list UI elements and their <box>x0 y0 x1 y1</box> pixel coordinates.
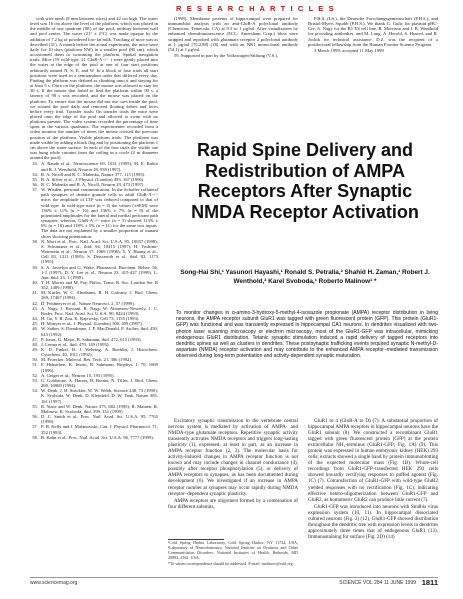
reference-number: 47. <box>32 336 38 342</box>
received-date: 3 March 1999; accepted 11 May 1999 <box>314 47 384 53</box>
reference-item <box>30 280 158 290</box>
body-text-right <box>308 418 438 568</box>
reference-item <box>30 388 158 403</box>
reference-text: W. Denk, J. H. Strickler, W. W. Webb, Science 248, 73 (1990); K. Svoboda, W. Denk, D. Kleinfeld, D. W. Tank, Nature 385, 161 (1997). <box>41 388 158 404</box>
reference-text: W. Sather, S. Dieudonne, J. F. MacDonald, P. Ascher, ibid. 450, 643 (1992). <box>41 326 158 337</box>
reference-text: R. A. Nicoll and R. C. Malenka, Nature 377, 115 (1995). <box>41 171 146 177</box>
reference-text: D. Feldmeyer et al., Nature Neurosci. 2, 57 (1999). <box>41 300 135 306</box>
reference-text: R. C. Malenka and R. A. Nicoll, Neuron 19, 473 (1997). <box>41 182 145 187</box>
reference-number: 36. <box>32 182 38 187</box>
reference-number: 39. <box>32 264 38 270</box>
reference-number: 41. <box>32 290 38 296</box>
references-continued-column <box>168 16 298 148</box>
reference-number: 55. <box>32 403 38 409</box>
reference-number: 42. <box>32 300 38 306</box>
reference-number: 33. <box>32 161 38 167</box>
page-number: 1811 <box>421 578 438 587</box>
reference-item <box>30 187 158 239</box>
reference-item <box>30 378 158 388</box>
reference-list <box>30 161 158 439</box>
reference-number: 43. <box>32 305 38 311</box>
body-paragraph: AMPA receptors are oligomers formed by a combination of four different subunits, <box>168 497 298 510</box>
reference-text: G. Goldstone, A. Harzer, B. Bonter, N. Tilles, J. Biol. Chem. 269, 16969 (1994). <box>41 377 158 389</box>
reference-text: H. Gu, Y. R. Zou, K. Rajewsky, Cell 73, 1155 (1993). <box>41 316 140 322</box>
affiliation-text: ¹Cold Spring Harbor Laboratory, Cold Spring Harbor, NY 11724, USA. ²Laboratory of Neurochemistry, National Institute on Deafness and Other Communication Disorders, National Institutes of Health, Bethesda, MD 20892–4162, USA. <box>168 541 298 560</box>
author-affiliations <box>168 541 298 575</box>
acknowledgments-column <box>308 16 438 76</box>
reference-item <box>30 306 158 316</box>
reference-number: 35. <box>32 176 38 182</box>
reference-text: T. H. Morris and M. Fay, Philos. Trans. R. Soc. London Ser. B 352, 1489 (1998). <box>41 279 158 291</box>
reference-item <box>30 362 158 372</box>
body-paragraph: GluR1 to 4 (GluR-A to D) (7). A substantial proportion of hippocampal AMPA receptors in hippocampal neurons have the GluR1 subunit (8). We constructed a recombinant GluR1 tagged with green fluorescent protein (GFP) at the protein extracellular NH₂-terminus (GluR1-GFP; Fig. 1A) (9). This protein was expressed in human embryonic kidney (HEK) 293 cells; extracts showed a single band by protein immunoblotting of the expected molecular mass (Fig. 1B). Whole-cell recordings from GluR1-GFP–transfected HEK 293 cells showed inwardly rectifying responses to puffed agonist (Fig. 1C) (7). Cotransfection of GluR1-GFP with wild-type GluR2 yielded responses with no rectification (Fig. 1C), indicating effective hetero-oligomerization between GluR1-GFP and GluR2, as homomeric GluR2 can produce little current (7). <box>308 418 438 503</box>
reference-text: S. A. Josselyn and G. Wake, Pharmacol. Biochem. Behav. 56, 1-1 (1997); D. Y. Lee et al., Neuron 23, 415-427 (1999). L. Jian, ibid. 23, 1 (1999). <box>41 264 158 280</box>
reference-item <box>30 424 158 434</box>
reference-text: A. Baude et al., Neuroscience 69, 1031 (1995); M. E. Rubio and R. J. Wenthold, Neuron 18, 939 (1997). <box>41 161 158 172</box>
reference-text: K. D. Pinkel, B. J. Wehring, A. Ruehlin, J. Histochem. Cytochem. 40, 1011 (1992). <box>41 347 158 358</box>
reference-number: 53. <box>32 377 38 383</box>
reference-text: P. Jonas, G. Major, B. Sakmann, ibid. 472, 615 (1993). <box>41 336 142 342</box>
reference-number: 37. <box>32 187 38 193</box>
footer-journal-info: SCIENCE VOL 284 11 JUNE 1999 <box>339 580 416 586</box>
reference-text: D. C. Smith et al., Proc. Natl. Acad. Sci. U.S.A. 95, 7765 (1998). <box>41 414 158 425</box>
reference-number: 50. <box>32 357 38 363</box>
acknowledgments-text: P.H.S. (I.S.), the Deutsche Forschungsgemeinschaft (P.H.S.), and Bristol-Myers Squibb (P.H.S.). We thank G. Gulic for plasmid pHC-Cre, A. Nagy for the R1 ES cell line, R. Morrison and J. R. Wenthold for providing antibodies, and M. Lang, A. Herold, S. Husted, and R. Jochik for technical assistance. D.Z. was the recipient of a postdoctoral fellowship from the Human Frontier Science Program. <box>308 16 438 47</box>
reference-number: 58. <box>32 434 38 440</box>
reference-number: 52. <box>32 372 38 378</box>
reference-number: 38. <box>32 238 38 244</box>
reference-text: A. Nagy, J. Rossant, R. Nagy, W. Abramow-Newerly, J. C. Roder, Proc. Natl. Acad. Sci. U.S.A. 90, 8424 (1993). <box>41 305 158 316</box>
reference-number: 40. <box>32 279 38 285</box>
footer-url[interactable]: www.sciencemag.org <box>30 580 78 586</box>
reference-number: 51. <box>32 362 38 368</box>
reference-item <box>30 414 158 424</box>
reference-text: H. Monyer et al., J. Physiol. (London) 500, 409 (1997). <box>41 321 143 327</box>
reference-text: N. Mori et al., Proc. Natl. Acad. Sci. U.S.A. 95, 10037 (1998); S. Schumann et al., ibid. 94, 10415 (1997); H. Yoshimi-Weinstein et al., Neuron 17, 1069 (1996); Y. Y. Huang et al., Cell 83, 1211 (1995); S. Deisseroth et al., ibid. 82, 1173 (1995). <box>41 238 158 265</box>
reference-number: 45. <box>32 321 38 327</box>
reference-text: P. H. Kelly and J. Malanowski, Can. J. Physiol. Pharmacol. 71, 352 (1993). <box>41 424 158 435</box>
reference-number: 56. <box>32 414 38 420</box>
reference-number: 48. <box>32 341 38 347</box>
methods-and-references-column <box>30 16 158 572</box>
page-footer <box>30 577 438 586</box>
reference-number: 46. <box>32 326 38 332</box>
immunoblot-text: (1998). Membrane proteins of hippocampal were prepared for immunoblot analysis with an anti-GluR-A polyclonal antibody (Chemicon, Temecula, CA) at 0.5 to 1 μg/ml. After visualization by enhanced chemiluminescence (ECL; Amersham Corp.) blots were stripped and reprobed with glutamate receptor 2 polyclonal antibody at 1 μg/ml [7G2.88] (18) and with an NR1 monoclonal antibody (54.1) at 1 μg/ml. <box>168 16 298 52</box>
reference-number: 34. <box>32 171 38 177</box>
reference-number: 44. <box>32 316 38 322</box>
reference-number: 57. <box>32 424 38 430</box>
reference-item <box>30 404 158 414</box>
reference-number: 49. <box>32 347 38 352</box>
reference-item <box>30 265 158 280</box>
reference-text: A. Geiger et al., Neuron 15, 193 (1995). <box>41 372 115 378</box>
reference-number: 54. <box>32 388 38 394</box>
reference-item <box>30 435 158 440</box>
article-abstract: To monitor changes in α-amino-3-hydroxy-5-methyl-4-isoxazole propionate (AMPA) receptor distribution in living neurons, the AMPA receptor subunit GluR1 was tagged with green fluorescent protein (GFP). This protein (GluR1-GFP) was functional and was transiently expressed in hippocampal CA1 neurons. In dendrites visualized with two-photon laser scanning microscopy or electron microscopy, most of the GluR1-GFP was intracellular, mimicking endogenous GluR1 distribution. Tetanic synaptic stimulation induced a rapid delivery of tagged receptors into dendritic spines as well as clusters in dendrites. These postsynaptic trafficking events required synaptic N-methyl-D-aspartate (NMDA) receptor activation and may contribute to the enhanced AMPA receptor–mediated transmission observed during long-term potentiation and activity-dependent synaptic maturation. <box>176 310 438 360</box>
reference-text: F. Helmchen, K. Imoto, B. Sakmann, Biophys. J. 70, 1069 (1996). <box>41 362 158 373</box>
reference-text: R. Kahn et al., Proc. Natl. Acad. Sci. U.S.A. 96, 7777 (1999). <box>41 434 154 440</box>
reference-text: W. Wisden, personal communication. In the Schaffer collateral path synapses of dentate granule cells in adult GluR-A−/− mice, the amplitude of LTP was reduced compared to that of wild type. In wild-type mice (n = 4) the values (±SEM) were 136% ± 11% (n = 16) and 136% ± 7% (n = 8) of the potentiated amplitudes for the lateral and medial perforant path synapses; whereas, GluR-A−/− mice (n = 5) showed 113% ± 6% (n = 10) and 118% ± 5% (n = 11) for the same two inputs. The data are not explained by a smaller proportion of mutant slices showing potentiation. <box>41 187 158 239</box>
methods-text: with wire mesh (8 mm between wires) and 42 cm high. The water level was 16 cm above the level of the platform, which was placed in the middle of one quadrant (SE) of the pool, midway between wall and pool center. The water (21° ± 2°C) was made opaque by the addition of 7.2 kg of powdered low-fat milk. Tracking of mice was as described (31). A month before the actual experiment, the mice were daily for 10 days (platform NW) in a smaller pool (80 cm), which accustomed them to swimming the platform. Spatial navigation trials: Mice (19 wild-type, 21 GluR-A−/− ) were gently placed into the water at the edge of the pool at one of four start positions arbitrarily named N, S, E, and W. In a block of four trials all start positions were used in a semirandom order that differed every day. Finding the platform was defined as climbing onto it and staying for at least 5 s. Once on the platform, the mouse was allowed to stay for 30 s. If the mouse that failed to find the platform within 90 s, a latency of 90 s was recorded, and the mouse was placed on the platform. To ensure that the mouse did not use cues inside the pool, we rotated the pool daily and removed floating debris and feces before every trial. Transfer trials: On transfer trials the mice were placed onto the edge of the pool and allowed to swim with no platform present. The video system recorded the percentage of time spent in the various quadrants. The experimenter recorded from a video monitor the number of times the mouse crossed the previous position of the platform. Visible platform trials: The platform was made visible by adding a black flag and by positioning the platform 1 cm above the water surface. In each of the four trials the visible cue was hung while curtains from the ceiling in a circle (2 m diameter around the pool). <box>30 16 158 161</box>
reference-text: M. Kittler, W. C. Abrahams, R. H. Galvany, J. Biol. Chem. 269, 17467 (1994). <box>41 290 158 301</box>
correspondence-note: *To whom correspondence should be addressed. E-mail: malinow@cshl.org <box>168 560 293 566</box>
reference-text: J. Lerma et al., ibid. 470, 149 (1993). <box>41 341 110 347</box>
reference-text: R. A. Silver et al., J. Physiol. (London) 493, 167 (1996). <box>41 176 145 182</box>
reference-item <box>30 290 158 300</box>
reference-text: R. Yuste and W. Denk, Nature 375, 682 (1995); R. Mainen, R. Malinow, K. Svoboda, ibid. 399, 151 (1999). <box>41 403 158 414</box>
reference-item <box>30 347 158 357</box>
reference-text: M. Froecker, Molecul. Res. Tech. 21, 306 (1992). <box>41 357 133 363</box>
body-paragraph: GluR1-GFP was introduced into neurons with Sindbis virus expression system (10, 11). In hippocampal dissociated cultured neurons (Fig. 2) (12), GluR1-GFP showed distribution throughout the dendritic tree with expression levels in dendrites approximately three times that of endogenous GluR1 (13). Immunostaining for surface (Fig. 2D) (14) <box>308 503 438 540</box>
reference-item <box>30 239 158 265</box>
reference-item <box>30 326 158 336</box>
body-paragraph: Excitatory synaptic transmission in the vertebrate central nervous system is mediated by activation of AMPA- and NMDA-type glutamate receptors. Repetitive synaptic activity transiently activates NMDA receptors and triggers long-lasting plasticity (1), expressed, at least in part, as an increase in AMPA receptor function (2, 3). The molecular basis for activity-induced changes in AMPA receptor function is not known and may include changes in channel conductance (4), possibly after receptor phosphorylation (5), or delivery of AMPA receptors to synapses, as has been documented during development (6). We investigated if an increase in AMPA receptor number at synapses may occur rapidly during NMDA receptor–dependent synaptic plasticity. <box>168 418 298 497</box>
footnote-rule <box>168 539 224 540</box>
acknowledgment-ref: 59. Supported in part by the Volkswagen-Stiftung (V.S.), <box>174 53 278 59</box>
section-kicker: R E S E A R C H A R T I C L E S <box>176 4 336 13</box>
article-authors: Song-Hai Shi,¹ Yasunori Hayashi,¹ Ronald S. Petralia,² Shahid H. Zaman,¹ Robert J. Wenthold,² Karel Svoboda,¹ Roberto Malinow¹ * <box>180 269 430 285</box>
reference-item <box>30 161 158 171</box>
article-title: Rapid Spine Delivery and Redistribution of AMPA Receptors After Synaptic NMDA Receptor Activation <box>191 140 419 222</box>
